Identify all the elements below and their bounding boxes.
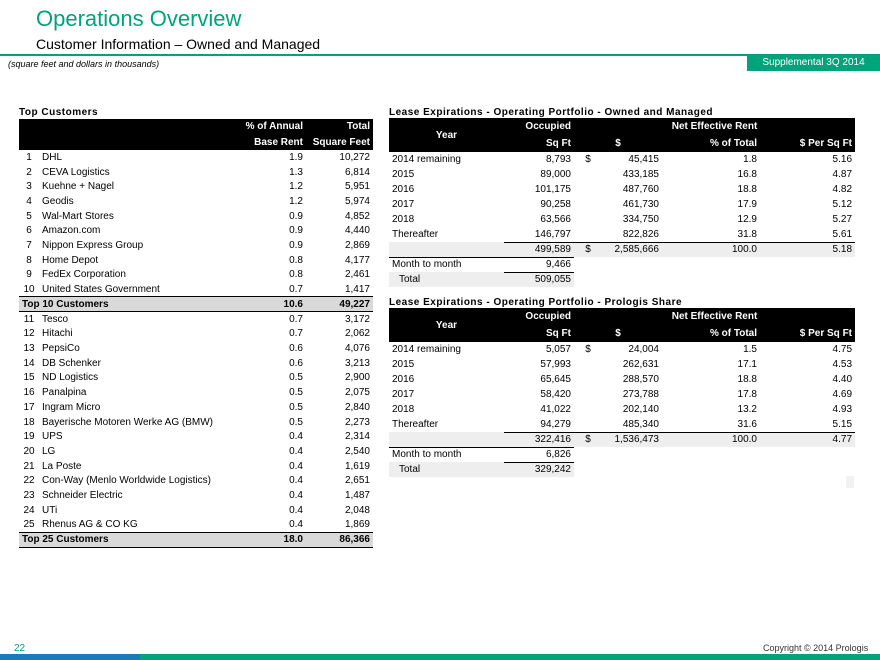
customer-name: UPS <box>42 431 63 443</box>
top10-sf: 49,227 <box>306 297 373 312</box>
lease-sf: 63,566 <box>540 214 571 225</box>
customer-pct: 0.7 <box>289 328 303 340</box>
subtotal-sf: 499,589 <box>504 242 574 257</box>
customer-rank: 12 <box>23 328 35 340</box>
lease-year: 2016 <box>392 374 415 385</box>
customer-sf: 1,487 <box>344 489 370 501</box>
customer-sf: 2,900 <box>344 372 370 384</box>
customer-row <box>19 473 373 488</box>
lease-currency: $ <box>585 154 591 165</box>
customer-rank: 20 <box>23 445 35 457</box>
customer-row <box>19 150 373 165</box>
customer-sf: 1,869 <box>344 519 370 531</box>
per-sqft-header: $ Per Sq Ft <box>760 325 855 342</box>
lease-rent: 334,750 <box>622 214 659 225</box>
customer-pct: 0.9 <box>289 225 303 237</box>
mtm-label: Month to month <box>389 447 504 462</box>
customer-pct: 0.7 <box>289 313 303 325</box>
lease-psf: 4.53 <box>832 359 853 370</box>
customer-rank: 5 <box>26 210 32 222</box>
customer-name: United States Government <box>42 283 160 295</box>
lease-psf: 5.12 <box>832 199 853 210</box>
customer-sf: 10,272 <box>339 151 370 163</box>
lease-owned-table <box>389 118 855 287</box>
customer-rank: 16 <box>23 387 35 399</box>
customer-rank: 15 <box>23 372 35 384</box>
customer-name: Tesco <box>42 313 69 325</box>
customer-sf: 2,062 <box>344 328 370 340</box>
customer-rank: 14 <box>23 357 35 369</box>
customer-row <box>19 312 373 327</box>
top25-sf: 86,366 <box>306 532 373 547</box>
lease-year: Thereafter <box>392 229 439 240</box>
customer-rank: 11 <box>23 313 35 325</box>
customer-sf: 1,619 <box>344 460 370 472</box>
customer-sf: 4,440 <box>344 225 370 237</box>
customer-sf: 6,814 <box>344 166 370 178</box>
lease-row <box>389 197 855 212</box>
header-cell <box>39 119 239 134</box>
lease-rent: 202,140 <box>622 404 659 415</box>
customer-name: Geodis <box>42 195 74 207</box>
lease-pct: 1.8 <box>743 154 757 165</box>
page-subtitle: Customer Information – Owned and Managed <box>36 36 321 52</box>
top25-label: Top 25 Customers <box>19 532 239 547</box>
customer-name: La Poste <box>42 460 82 472</box>
occupied-header: Occupied <box>504 118 574 135</box>
customer-pct: 0.6 <box>289 357 303 369</box>
customer-row <box>19 209 373 224</box>
lease-pct: 16.8 <box>737 169 757 180</box>
customer-name: DHL <box>42 151 63 163</box>
customer-pct: 1.2 <box>289 181 303 193</box>
customer-sf: 2,314 <box>344 431 370 443</box>
lease-currency <box>574 197 602 212</box>
subtotal-rent: 1,536,473 <box>602 432 662 447</box>
lease-rent: 433,185 <box>622 169 659 180</box>
customer-rank: 17 <box>23 401 35 413</box>
customer-row <box>19 253 373 268</box>
customer-row <box>19 194 373 209</box>
customer-row <box>19 518 373 533</box>
subtotal-sf: 322,416 <box>504 432 574 447</box>
customer-pct: 0.4 <box>289 519 303 531</box>
lease-currency <box>574 182 602 197</box>
customer-rank: 18 <box>23 416 35 428</box>
lease-rent: 822,826 <box>622 228 659 240</box>
customer-rank: 9 <box>26 269 32 281</box>
top10-label: Top 10 Customers <box>19 297 239 312</box>
top-customers-title: Top Customers <box>19 107 99 118</box>
lease-row <box>389 152 855 167</box>
customer-rank: 21 <box>23 460 35 472</box>
customer-name: Rhenus AG & CO KG <box>42 519 138 531</box>
customer-pct: 0.8 <box>289 269 303 281</box>
lease-psf: 4.69 <box>832 389 853 400</box>
subtotal-psf: 5.18 <box>760 242 855 257</box>
customer-rank: 19 <box>23 431 35 443</box>
subtotal-psf: 4.77 <box>760 432 855 447</box>
customer-rank: 7 <box>26 239 32 251</box>
customer-name: Panalpina <box>42 387 87 399</box>
lease-pct: 12.9 <box>737 214 757 225</box>
ner-header: Net Effective Rent <box>574 118 855 135</box>
subtotal-currency: $ <box>574 242 602 257</box>
customer-row <box>19 179 373 194</box>
customer-name: Hitachi <box>42 328 73 340</box>
lease-total-row <box>389 272 855 287</box>
lease-sf: 41,022 <box>540 404 571 415</box>
customer-sf: 2,273 <box>344 416 370 428</box>
total-sf: 329,242 <box>504 462 574 477</box>
pct-total-header: % of Total <box>662 325 760 342</box>
customer-row <box>19 488 373 503</box>
pct-total-header: % of Total <box>662 135 760 152</box>
customer-row <box>19 238 373 253</box>
customer-pct: 0.4 <box>289 460 303 472</box>
lease-psf: 5.27 <box>832 214 853 225</box>
customer-sf: 2,651 <box>344 475 370 487</box>
lease-row <box>389 372 855 387</box>
lease-pct: 1.5 <box>743 344 757 355</box>
footer-accent <box>0 654 140 660</box>
header-row <box>19 119 373 134</box>
customer-sf: 1,417 <box>344 283 370 295</box>
customer-rank: 24 <box>23 504 35 516</box>
customer-rank: 25 <box>23 519 35 531</box>
lease-year: 2014 remaining <box>392 154 461 165</box>
header-cell <box>19 119 39 134</box>
customer-name: CEVA Logistics <box>42 166 110 178</box>
lease-currency <box>574 167 602 182</box>
per-sqft-header: $ Per Sq Ft <box>760 135 855 152</box>
lease-share-title: Lease Expirations - Operating Portfolio - Prologis Share <box>389 297 683 308</box>
customer-pct: 0.4 <box>289 504 303 516</box>
year-header: Year <box>389 308 504 342</box>
customer-rank: 2 <box>26 166 32 178</box>
col-sf-header: Square Feet <box>306 134 373 150</box>
subtotal-pct: 100.0 <box>662 242 760 257</box>
lease-psf: 5.16 <box>832 154 853 165</box>
lease-owned-title: Lease Expirations - Operating Portfolio - Owned and Managed <box>389 107 713 118</box>
customer-name: ND Logistics <box>42 372 99 384</box>
customer-row <box>19 459 373 474</box>
customer-rank: 6 <box>26 225 32 237</box>
col-pct-header: % of Annual <box>239 119 306 134</box>
customer-row <box>19 385 373 400</box>
customer-name: Schneider Electric <box>42 489 123 501</box>
customer-pct: 0.8 <box>289 254 303 266</box>
lease-currency <box>574 212 602 227</box>
customer-sf: 4,852 <box>344 210 370 222</box>
customer-row <box>19 503 373 518</box>
customer-name: UTi <box>42 504 58 516</box>
customer-sf: 4,076 <box>344 343 370 355</box>
subtotal-blank <box>389 242 504 257</box>
lease-pct: 18.8 <box>737 374 757 385</box>
shade-block <box>846 476 854 488</box>
lease-pct: 18.8 <box>737 184 757 195</box>
lease-row <box>389 357 855 372</box>
lease-row <box>389 182 855 197</box>
lease-pct: 17.9 <box>737 199 757 210</box>
top10-pct: 10.6 <box>239 297 306 312</box>
customer-pct: 0.4 <box>289 475 303 487</box>
lease-rent: 273,788 <box>622 389 659 400</box>
customer-pct: 1.3 <box>289 166 303 178</box>
customer-rank: 23 <box>23 489 35 501</box>
customer-pct: 0.5 <box>289 401 303 413</box>
subtotal-currency: $ <box>574 432 602 447</box>
customer-row <box>19 415 373 430</box>
customer-row <box>19 341 373 356</box>
lease-total-row <box>389 462 855 477</box>
lease-pct: 31.6 <box>737 418 757 430</box>
sqft-header: Sq Ft <box>504 325 574 342</box>
customer-pct: 1.9 <box>289 151 303 163</box>
customer-sf: 2,461 <box>344 269 370 281</box>
customer-name: LG <box>42 445 56 457</box>
customer-sf: 2,840 <box>344 401 370 413</box>
customer-sf: 4,177 <box>344 254 370 266</box>
page-title: Operations Overview <box>36 6 242 31</box>
col-sf-header: Total <box>306 119 373 134</box>
customer-row <box>19 282 373 297</box>
lease-mtm-row <box>389 447 855 462</box>
customer-row <box>19 429 373 444</box>
lease-subtotal-row <box>389 432 855 447</box>
subtotal-blank <box>389 432 504 447</box>
customer-pct: 0.6 <box>289 343 303 355</box>
customer-pct: 0.9 <box>289 210 303 222</box>
lease-pct: 31.8 <box>737 228 757 240</box>
customer-rank: 22 <box>23 475 35 487</box>
lease-psf: 5.61 <box>832 228 853 240</box>
header-rule <box>0 54 760 56</box>
lease-currency <box>574 372 602 387</box>
lease-rent: 262,631 <box>622 359 659 370</box>
lease-rent: 487,760 <box>622 184 659 195</box>
lease-year: 2015 <box>392 169 415 180</box>
lease-row <box>389 402 855 417</box>
lease-subtotal-row <box>389 242 855 257</box>
header-row <box>19 134 373 150</box>
lease-year: 2014 remaining <box>392 344 461 355</box>
customer-sf: 3,172 <box>344 313 370 325</box>
customer-name: Nippon Express Group <box>42 239 144 251</box>
lease-psf: 4.93 <box>832 404 853 415</box>
lease-mtm-row <box>389 257 855 272</box>
customer-sf: 5,974 <box>344 195 370 207</box>
lease-sf: 5,057 <box>545 344 571 355</box>
customer-name: FedEx Corporation <box>42 269 126 281</box>
lease-rent: 485,340 <box>622 418 659 430</box>
units-note: (square feet and dollars in thousands) <box>8 59 160 69</box>
customer-rank: 1 <box>26 151 32 163</box>
mtm-label: Month to month <box>389 257 504 272</box>
customer-name: DB Schenker <box>42 357 101 369</box>
mtm-sf: 6,826 <box>504 447 574 462</box>
header-row <box>389 118 855 135</box>
lease-psf: 4.40 <box>832 374 853 385</box>
lease-year: 2017 <box>392 389 415 400</box>
customer-row <box>19 400 373 415</box>
customer-pct: 0.4 <box>289 431 303 443</box>
customer-name: Home Depot <box>42 254 99 266</box>
lease-pct: 13.2 <box>737 404 757 415</box>
mtm-sf: 9,466 <box>504 257 574 272</box>
customer-rank: 8 <box>26 254 32 266</box>
customer-pct: 0.5 <box>289 387 303 399</box>
lease-pct: 17.1 <box>737 359 757 370</box>
lease-psf: 4.75 <box>832 344 853 355</box>
lease-sf: 8,793 <box>545 154 571 165</box>
customer-row <box>19 223 373 238</box>
customer-pct: 0.9 <box>289 239 303 251</box>
lease-rent: 288,570 <box>622 374 659 385</box>
customer-rank: 13 <box>23 343 35 355</box>
lease-psf: 4.87 <box>832 169 853 180</box>
customer-name: Bayerische Motoren Werke AG (BMW) <box>42 416 213 428</box>
subtotal-pct: 100.0 <box>662 432 760 447</box>
col-pct-header: Base Rent <box>239 134 306 150</box>
customer-name: Wal-Mart Stores <box>42 210 114 222</box>
occupied-header: Occupied <box>504 308 574 325</box>
lease-year: Thereafter <box>392 419 439 430</box>
customer-pct: 0.7 <box>289 283 303 295</box>
customer-name: Amazon.com <box>42 225 101 237</box>
lease-currency <box>574 227 602 242</box>
customer-pct: 0.4 <box>289 445 303 457</box>
lease-sf: 146,797 <box>534 228 571 240</box>
supplemental-badge: Supplemental 3Q 2014 <box>747 54 880 71</box>
sqft-header: Sq Ft <box>504 135 574 152</box>
top10-total-row <box>19 297 373 312</box>
subtotal-rent: 2,585,666 <box>602 242 662 257</box>
customer-sf: 2,869 <box>344 239 370 251</box>
customer-name: PepsiCo <box>42 343 80 355</box>
customer-rank: 3 <box>26 181 32 193</box>
lease-row <box>389 167 855 182</box>
customer-pct: 0.5 <box>289 416 303 428</box>
lease-year: 2018 <box>392 214 415 225</box>
customer-row <box>19 268 373 283</box>
customer-pct: 0.5 <box>289 372 303 384</box>
customer-name: Kuehne + Nagel <box>42 181 115 193</box>
lease-currency <box>574 417 602 432</box>
customer-row <box>19 327 373 342</box>
lease-year: 2017 <box>392 199 415 210</box>
customer-row <box>19 371 373 386</box>
lease-sf: 57,993 <box>540 359 571 370</box>
lease-currency <box>574 402 602 417</box>
lease-sf: 65,645 <box>540 374 571 385</box>
header-cell <box>19 134 39 150</box>
header-row <box>389 308 855 325</box>
lease-sf: 94,279 <box>540 418 571 430</box>
customer-sf: 2,540 <box>344 445 370 457</box>
lease-sf: 101,175 <box>534 184 571 195</box>
customer-sf: 5,951 <box>344 181 370 193</box>
customer-pct: 0.4 <box>289 489 303 501</box>
top25-pct: 18.0 <box>239 532 306 547</box>
customer-sf: 2,048 <box>344 504 370 516</box>
customer-row <box>19 165 373 180</box>
lease-sf: 58,420 <box>540 389 571 400</box>
customer-rank: 10 <box>23 283 35 295</box>
lease-row <box>389 417 855 432</box>
dollar-header: $ <box>574 325 662 342</box>
lease-year: 2018 <box>392 404 415 415</box>
customer-name: Ingram Micro <box>42 401 101 413</box>
lease-rent: 24,004 <box>628 344 659 355</box>
lease-row <box>389 212 855 227</box>
lease-row <box>389 387 855 402</box>
copyright: Copyright © 2014 Prologis <box>763 643 869 653</box>
customer-rank: 4 <box>26 195 32 207</box>
lease-sf: 89,000 <box>540 169 571 180</box>
customer-pct: 1.2 <box>289 195 303 207</box>
lease-currency <box>574 357 602 372</box>
total-label: Total <box>389 272 504 287</box>
top-customers-table <box>19 119 373 548</box>
lease-rent: 45,415 <box>628 154 659 165</box>
customer-name: Con-Way (Menlo Worldwide Logistics) <box>42 475 211 487</box>
lease-row <box>389 342 855 357</box>
ner-header: Net Effective Rent <box>574 308 855 325</box>
customer-row <box>19 444 373 459</box>
customer-sf: 2,075 <box>344 387 370 399</box>
total-label: Total <box>389 462 504 477</box>
page-number: 22 <box>14 643 26 654</box>
lease-row <box>389 227 855 242</box>
lease-psf: 4.82 <box>832 184 853 195</box>
customer-row <box>19 356 373 371</box>
lease-year: 2015 <box>392 359 415 370</box>
lease-year: 2016 <box>392 184 415 195</box>
customer-sf: 3,213 <box>344 357 370 369</box>
lease-rent: 461,730 <box>622 199 659 210</box>
lease-sf: 90,258 <box>540 199 571 210</box>
top25-total-row <box>19 532 373 547</box>
lease-currency: $ <box>585 344 591 355</box>
lease-currency <box>574 387 602 402</box>
total-sf: 509,055 <box>504 272 574 287</box>
year-header: Year <box>389 118 504 152</box>
dollar-header: $ <box>574 135 662 152</box>
lease-psf: 5.15 <box>832 418 853 430</box>
header-cell <box>39 134 239 150</box>
lease-pct: 17.8 <box>737 389 757 400</box>
lease-share-table <box>389 308 855 477</box>
